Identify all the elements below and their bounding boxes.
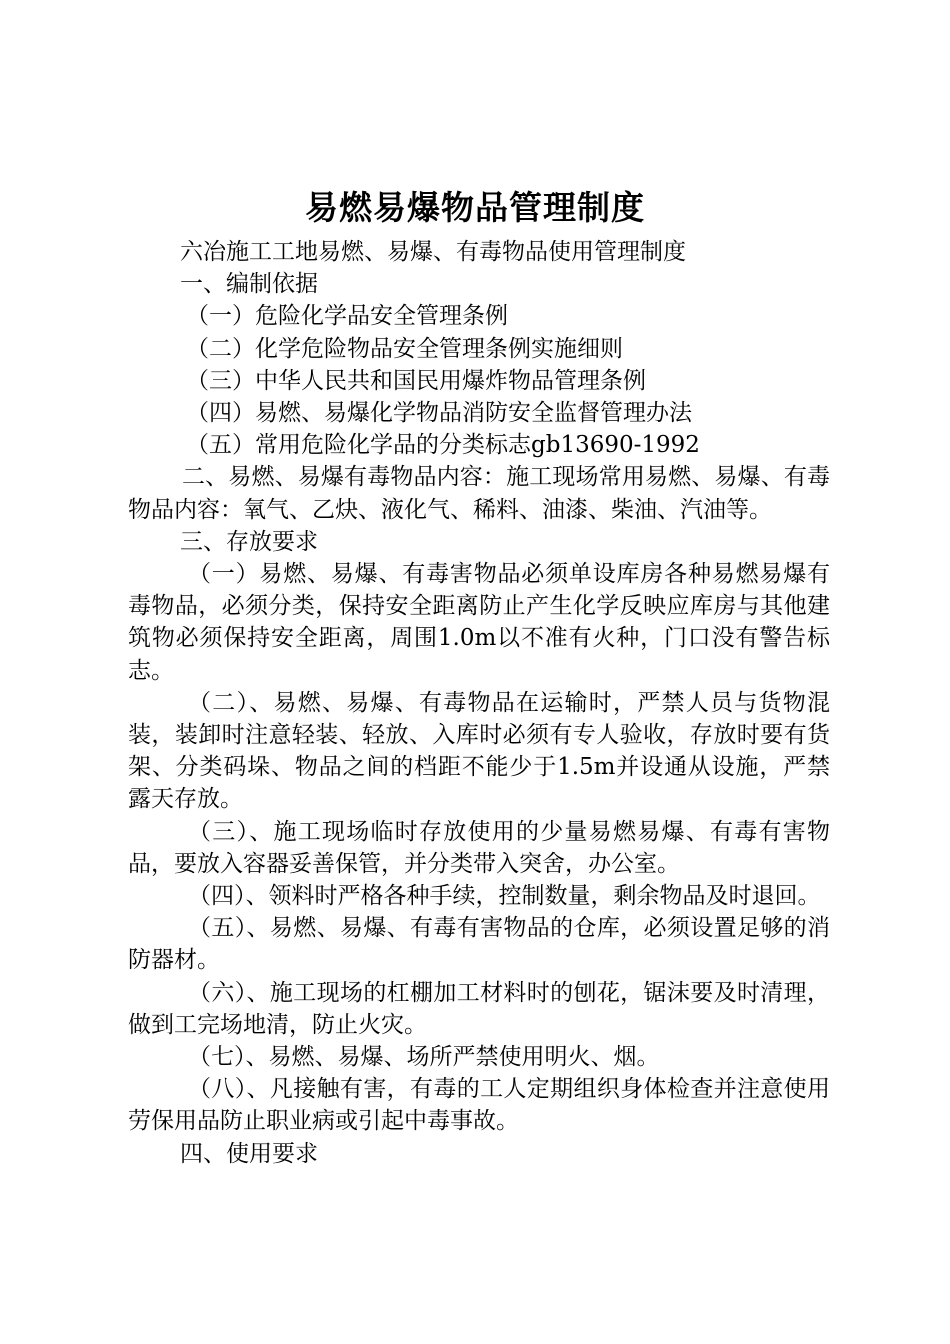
storage-item-3: （三）、施工现场临时存放使用的少量易燃易爆、有毒有害物品，要放入容器妥善保管，并分类带入突舍，办公室。 — [128, 818, 830, 877]
storage-item-1: （一）易燃、易爆、有毒害物品必须单设库房各种易燃易爆有毒物品，必须分类，保持安全距离防止产生化学反映应库房与其他建筑物必须保持安全距离，周围1.0m以不准有火种，门口没有警告标志。 — [128, 561, 830, 684]
heading-storage: 三、存放要求 — [180, 528, 318, 555]
storage-item-5: （五）、易燃、易爆、有毒有害物品的仓库，必须设置足够的消防器材。 — [128, 915, 830, 974]
basis-item-2: （二）化学危险物品安全管理条例实施细则 — [186, 335, 623, 362]
storage-item-4: （四）、领料时严格各种手续，控制数量，剩余物品及时退回。 — [188, 883, 821, 910]
storage-item-7: （七）、易燃、易爆、场所严禁使用明火、烟。 — [188, 1044, 660, 1071]
paragraph-contents: 二、易燃、易爆有毒物品内容：施工现场常用易燃、易爆、有毒物品内容：氧气、乙炔、液化气、稀料、油漆、柴油、汽油等。 — [128, 464, 830, 523]
basis-item-5: （五）常用危险化学品的分类标志gb13690-1992 — [186, 432, 700, 459]
storage-item-8: （八）、凡接触有害，有毒的工人定期组织身体检查并注意使用劳保用品防止职业病或引起中毒事故。 — [128, 1076, 830, 1135]
storage-item-6: （六）、施工现场的杠棚加工材料时的刨花，锯沫要及时清理，做到工完场地清，防止火灾。 — [128, 979, 830, 1038]
document-body — [128, 236, 830, 1170]
storage-item-2: （二）、易燃、易爆、有毒物品在运输时，严禁人员与货物混装，装卸时注意轻装、轻放、入库时必须有专人验收，存放时要有货架、分类码垛、物品之间的档距不能少于1.5m并设通从设施，严禁露天存放。 — [128, 689, 830, 813]
heading-usage: 四、使用要求 — [180, 1140, 318, 1167]
basis-item-4: （四）易燃、易爆化学物品消防安全监督管理办法 — [186, 400, 692, 427]
paragraph-subtitle: 六冶施工工地易燃、易爆、有毒物品使用管理制度 — [180, 239, 686, 265]
basis-item-1: （一）危险化学品安全管理条例 — [186, 303, 508, 330]
document-title: 易燃易爆物品管理制度 — [305, 188, 645, 227]
basis-item-3: （三）中华人民共和国民用爆炸物品管理条例 — [186, 367, 646, 394]
heading-basis: 一、编制依据 — [180, 271, 318, 298]
